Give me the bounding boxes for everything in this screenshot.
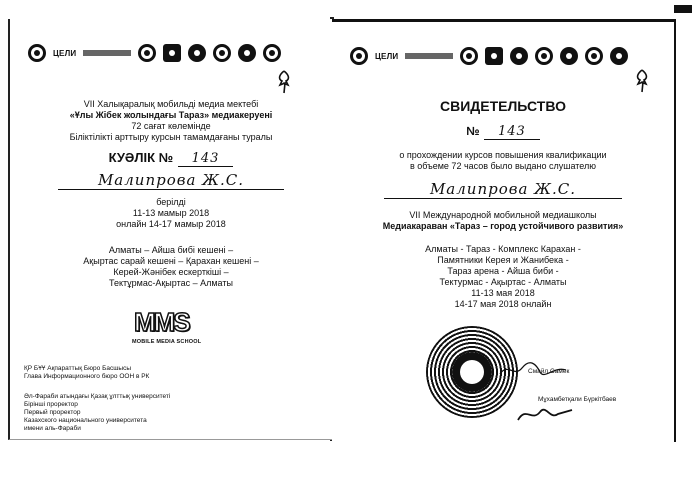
number-label: № (466, 124, 480, 138)
partner-emblem-icon (188, 44, 206, 62)
un-footer (24, 365, 149, 381)
signature-scribble (498, 360, 568, 380)
heading-line: «Ұлы Жібек жолындағы Тараз» медиакеруені (69, 110, 273, 120)
partner-emblem-icon (510, 47, 528, 65)
number-row (332, 122, 674, 140)
heading-line: Біліктілікті арттыру курсын тамамдағаны туралы (69, 132, 273, 142)
scan-artifact (674, 5, 692, 13)
route-line: Памятники Керея и Жанибека - (437, 255, 569, 265)
certificate-number: 143 (484, 124, 540, 140)
mms-logo: MMS (134, 307, 189, 337)
signature-scribble (514, 402, 574, 426)
university-emblem-icon (163, 44, 181, 62)
route-line: Ақыртас сарай кешені – Қарахан кешені – (83, 256, 259, 266)
recipient-row (10, 171, 332, 190)
footer-line: ҚР БҰҰ Ақпараттық Бюро Басшысы (24, 365, 132, 372)
kazakh-certificate-page (8, 19, 332, 440)
partner-emblem-icon (560, 47, 578, 65)
kz-heading (10, 99, 332, 143)
partner-logos (350, 44, 662, 68)
course-line: о прохождении курсов повышения квалификации (399, 150, 607, 160)
route-line: 11-13 мая 2018 (471, 288, 535, 298)
mms-subtitle: MOBILE MEDIA SCHOOL (132, 339, 202, 345)
route-line: Тектурмас - Ақыртас - Алматы (439, 277, 567, 287)
un-emblem-icon (138, 44, 156, 62)
heading-line: 72 сағат көлемінде (131, 121, 211, 131)
sdg-color-bar (405, 53, 453, 59)
partner-emblem-icon (535, 47, 553, 65)
sdg-color-bar (83, 50, 131, 56)
seal-emblem-icon (460, 360, 484, 384)
partner-emblem-icon (585, 47, 603, 65)
route-block (10, 245, 332, 289)
partner-emblem-icon (610, 47, 628, 65)
route-line: 14-17 мая 2018 онлайн (454, 299, 552, 309)
signatory-1: Смайл Самек (528, 368, 570, 375)
footer-line: Әл-Фараби атындағы Қазақ ұлттық университеті (24, 393, 171, 400)
route-block (332, 244, 674, 310)
sdg-logo: ЦЕЛИ (375, 51, 399, 61)
recipient-name: Малипрова Ж.С. (58, 171, 284, 190)
course-info (332, 150, 674, 172)
caravan-line: Медиакараван «Тараз – город устойчивого развития» (382, 221, 624, 231)
course-line: в объеме 72 часов было выдано слушателю (409, 161, 597, 171)
route-line: Тектұрмас-Ақыртас – Алматы (109, 278, 233, 288)
sdg-logo: ЦЕЛИ (53, 48, 77, 58)
footer-line: Первый проректор (24, 409, 81, 416)
tree-icon (276, 69, 292, 95)
recipient-row (332, 180, 674, 199)
certificate-title: СВИДЕТЕЛЬСТВО (440, 98, 566, 114)
issued-line: 11-13 мамыр 2018 (132, 208, 210, 218)
route-line: Тараз арена - Айша биби - (447, 266, 559, 276)
route-line: Керей-Жәнібек ескерткіші – (113, 267, 229, 277)
partner-emblem-icon (263, 44, 281, 62)
partner-emblem-icon (238, 44, 256, 62)
footer-line: Бірінші проректор (24, 401, 78, 408)
un-emblem-icon (28, 44, 46, 62)
cert-number: 143 (178, 151, 234, 167)
issued-line: онлайн 14-17 мамыр 2018 (116, 219, 226, 229)
recipient-name: Малипрова Ж.С. (384, 180, 622, 199)
issued-line: берілді (156, 197, 186, 207)
route-line: Алматы – Айша бибі кешені – (108, 245, 234, 255)
signatory-2: Мұхамбетқали Бүркітбаев (538, 396, 617, 403)
cert-title-row (10, 149, 332, 167)
university-emblem-icon (485, 47, 503, 65)
university-footer (24, 393, 170, 433)
partner-emblem-icon (213, 44, 231, 62)
footer-line: Глава Информационного бюро ООН в РК (24, 373, 150, 380)
un-emblem-icon (460, 47, 478, 65)
cert-title: КУӘЛІК № (108, 150, 174, 165)
school-line: VII Международной мобильной медиашколы (409, 210, 597, 220)
issued-block (10, 197, 332, 230)
footer-line: Казахского национального университета (24, 417, 147, 424)
school-info (332, 210, 674, 232)
heading-line: VII Халықаралық мобильді медиа мектебі (83, 99, 259, 109)
tree-icon (634, 68, 650, 94)
un-emblem-icon (350, 47, 368, 65)
partner-logos (28, 41, 320, 65)
russian-certificate-page (332, 19, 676, 442)
route-line: Алматы - Тараз - Комплекс Карахан - (425, 244, 581, 254)
footer-line: имени аль-Фараби (24, 425, 81, 432)
